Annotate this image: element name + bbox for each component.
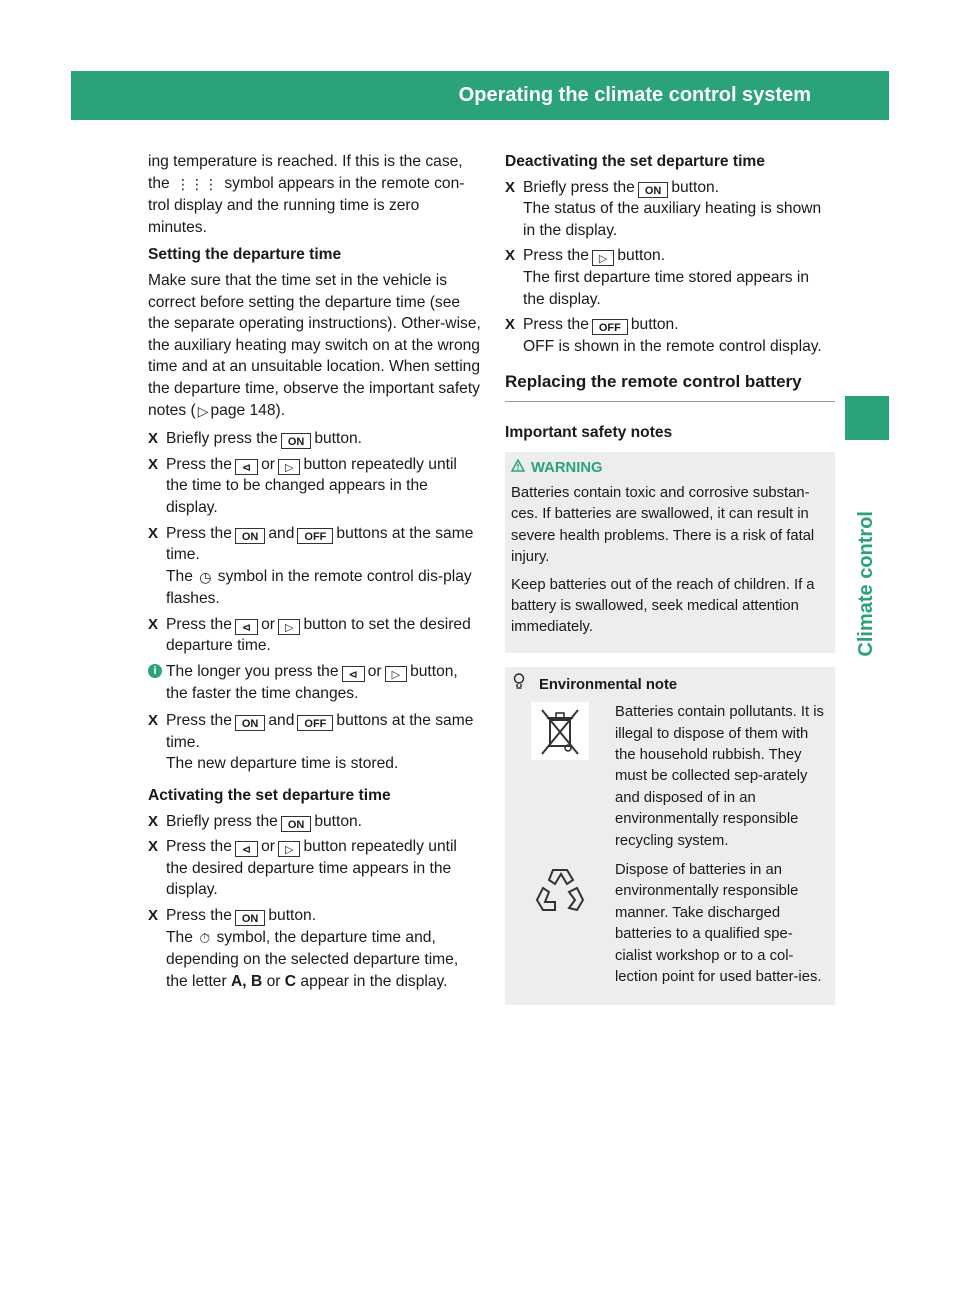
step-marker-icon: X xyxy=(148,838,159,856)
on-button-icon: ON xyxy=(235,715,266,731)
subheading-safety: Important safety notes xyxy=(505,423,673,441)
side-tab-marker xyxy=(845,396,889,440)
page-ref-link[interactable]: page 148 xyxy=(210,401,276,419)
env-text: Batteries contain pollutants. It is illegal to dispose of them with the household rubbish. They must be collected sep-arately and disposed of in an environmentally responsible recycling system. xyxy=(615,704,824,849)
env-row xyxy=(511,860,829,988)
heating-symbol-icon: ⋮⋮⋮ xyxy=(176,175,219,192)
step-item: X Press the ⊲ or ▷ button to set the desired departure time. xyxy=(148,615,471,655)
info-icon: i xyxy=(148,664,162,678)
warning-title: WARNING xyxy=(511,458,829,479)
lightbulb-icon xyxy=(511,673,527,696)
step-marker-icon: X xyxy=(505,247,516,265)
section-heading-activating: Activating the set departure time xyxy=(148,787,391,805)
warning-triangle-icon xyxy=(511,458,525,479)
step-marker-icon: X xyxy=(505,178,516,196)
left-arrow-button-icon: ⊲ xyxy=(235,619,258,635)
header-bar xyxy=(71,71,948,120)
page-title: Operating the climate control system xyxy=(458,83,811,106)
off-button-icon: OFF xyxy=(297,715,333,731)
step-item: X Press the ON and OFF buttons at the same time. The ◷ symbol in the remote control dis-play flashes. xyxy=(148,524,474,608)
step-item: X Press the OFF button. OFF is shown in the remote control display. xyxy=(505,316,822,355)
page-ref-arrow-icon: ▷ xyxy=(197,402,209,419)
warning-box xyxy=(505,452,835,653)
page-number: 151 xyxy=(914,83,948,106)
step-item: X Briefly press the ON button. The status of the auxiliary heating is shown in the display. xyxy=(505,178,822,239)
step-item: X Press the ON and OFF buttons at the same time. The new departure time is stored. xyxy=(148,712,474,773)
off-button-icon: OFF xyxy=(297,528,333,544)
section-heading-setting: Setting the departure time xyxy=(148,246,342,264)
env-text: Dispose of batteries in an environmentally responsible manner. Take discharged batteries to a qualified spe-cialist workshop or to a col-lection point for used batter-ies. xyxy=(615,862,822,986)
warning-text: Batteries contain toxic and corrosive substan-ces. If batteries are swallowed, it can result in severe health problems. There is a risk of fatal injury. xyxy=(511,484,815,566)
step-item: X Press the ON button. The ⏱ symbol, the departure time and, depending on the selected departure time, the letter A, B or C appear in the display. xyxy=(148,907,459,990)
left-column xyxy=(148,151,482,996)
step-marker-icon: X xyxy=(148,712,159,730)
left-arrow-button-icon: ⊲ xyxy=(235,841,258,857)
off-button-icon: OFF xyxy=(592,319,628,335)
on-button-icon: ON xyxy=(638,182,669,198)
environmental-note-title: Environmental note xyxy=(511,673,829,696)
env-row xyxy=(511,702,829,852)
on-button-icon: ON xyxy=(235,528,266,544)
environmental-note-box xyxy=(505,667,835,1005)
recycle-icon xyxy=(531,860,589,918)
step-marker-icon: X xyxy=(148,430,159,448)
section-heading-deactivating: Deactivating the set departure time xyxy=(505,153,765,170)
info-note: i The longer you press the ⊲ or ▷ button, the faster the time changes. xyxy=(148,661,482,704)
departure-time-symbol-icon: ⏱ xyxy=(199,929,211,946)
step-marker-icon: X xyxy=(148,615,159,633)
right-arrow-button-icon: ▷ xyxy=(278,619,300,635)
right-arrow-button-icon: ▷ xyxy=(592,250,614,266)
step-marker-icon: X xyxy=(148,455,159,473)
on-button-icon: ON xyxy=(235,910,266,926)
side-tab-label: Climate control xyxy=(855,510,878,657)
right-arrow-button-icon: ▷ xyxy=(385,666,407,682)
intro-paragraph: ing temperature is reached. If this is the case, the ⋮⋮⋮ symbol appears in the remote con-trol display and the running time is zero minutes. xyxy=(148,153,465,236)
clock-symbol-icon: ◷ xyxy=(199,568,212,585)
step-item: X Press the ⊲ or ▷ button repeatedly until the time to be changed appears in the display. xyxy=(148,455,457,516)
right-arrow-button-icon: ▷ xyxy=(278,459,300,475)
step-marker-icon: X xyxy=(148,907,159,924)
right-arrow-button-icon: ▷ xyxy=(278,841,300,857)
side-tab xyxy=(845,470,889,697)
warning-text: Keep batteries out of the reach of children. If a battery is swallowed, seek medical attention immediately. xyxy=(511,576,815,636)
step-item: X Press the ▷ button. The first departure time stored appears in the display. xyxy=(505,247,810,308)
step-item: X Briefly press the ON button. xyxy=(148,812,362,831)
setting-paragraph: Make sure that the time set in the vehicle is correct before setting the departure time (see the separate operating instructions). Other-wise, the auxiliary heating may switch on at the wrong time and at an unsuitable location. When setting the departure time, observe the important safety notes ( ▷ page 148). xyxy=(148,270,482,422)
step-marker-icon: X xyxy=(148,812,159,830)
right-column xyxy=(505,151,835,1005)
step-marker-icon: X xyxy=(148,524,159,542)
crossed-out-bin-icon xyxy=(531,702,589,760)
on-button-icon: ON xyxy=(281,433,312,449)
step-marker-icon: X xyxy=(505,316,516,334)
on-button-icon: ON xyxy=(281,816,312,832)
step-item: X Briefly press the ON button. xyxy=(148,430,362,449)
left-arrow-button-icon: ⊲ xyxy=(235,459,258,475)
step-item: X Press the ⊲ or ▷ button repeatedly until the desired departure time appears in the display. xyxy=(148,838,457,899)
section-heading-replacing: Replacing the remote control battery xyxy=(505,371,835,402)
left-arrow-button-icon: ⊲ xyxy=(342,666,365,682)
